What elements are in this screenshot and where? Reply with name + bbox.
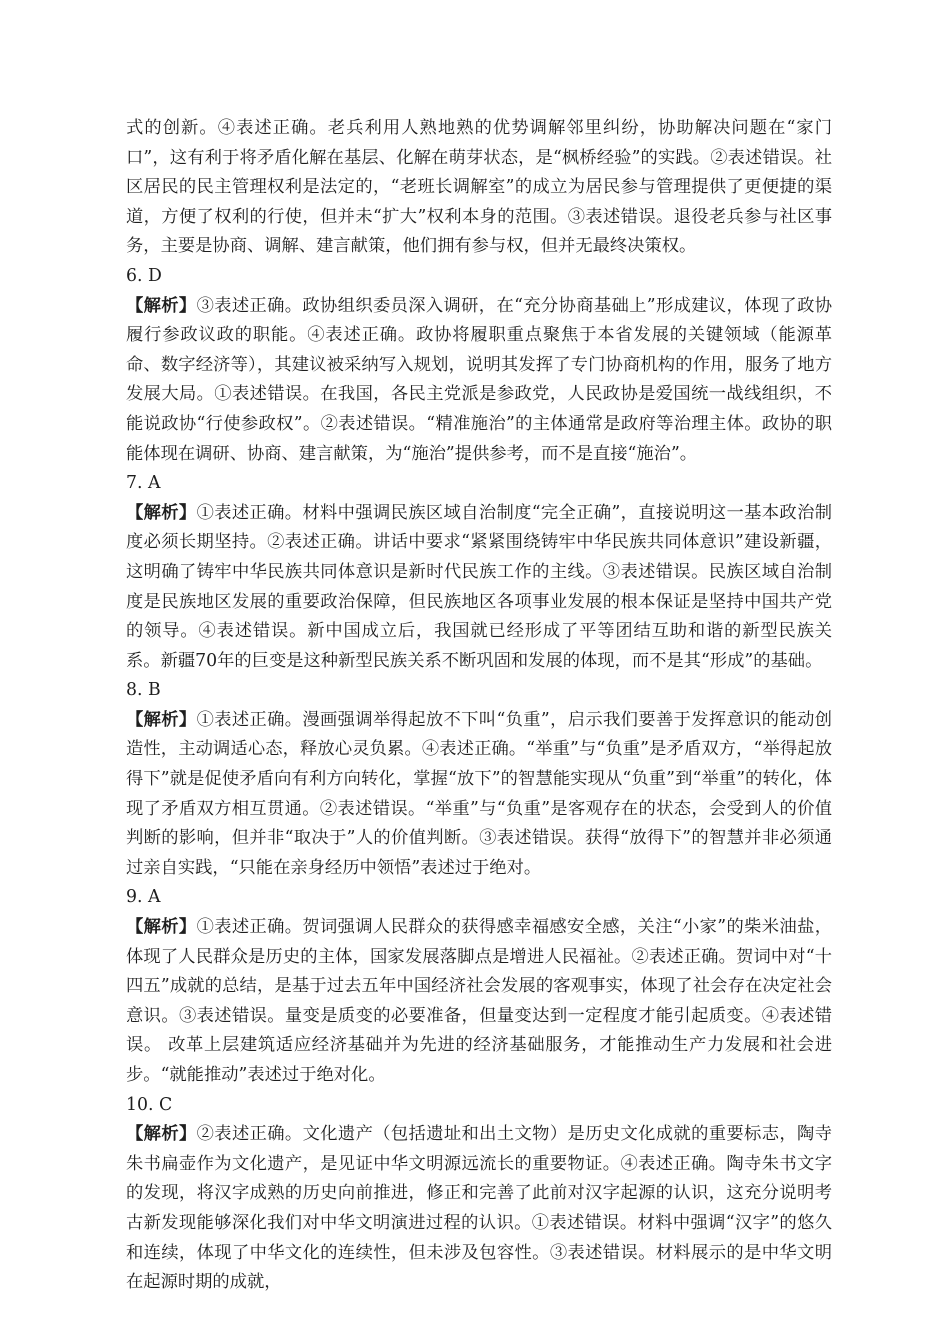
analysis-tag: 【解析】 [126,1124,197,1145]
answer-6: 6. D [126,265,162,286]
analysis-tag: 【解析】 [126,709,197,730]
answer-7: 7. A [126,473,161,494]
analysis-10 [126,1120,832,1298]
analysis-tag: 【解析】 [126,502,197,523]
analysis-7-text: ①表述正确。材料中强调民族区域自治制度“完全正确”，直接说明这一基本政治制度必须长期坚持。②表述正确。讲话中要求“紧紧围绕铸牢中华民族共同体意识”建设新疆，这明确了铸牢中华民族共同体意识是新时代民族工作的主线。③表述错误。民族区域自治制度是民族地区发展的重要政治保障，但民族地区各项事业发展的根本保证是坚持中国共产党的领导。④表述错误。新中国成立后，我国就已经形成了平等团结互助和谐的新型民族关系。新疆70年的巨变是这种新型民族关系不断巩固和发展的体现，而不是其“形成”的基础。 [126,502,832,671]
analysis-tag: 【解析】 [126,295,197,316]
answer-9: 9. A [126,887,161,908]
analysis-10-text: ②表述正确。文化遗产（包括遗址和出土文物）是历史文化成就的重要标志，陶寺朱书扁壶作为文化遗产，是见证中华文明源远流长的重要物证。④表述正确。陶寺朱书文字的发现，将汉字成熟的历史向前推进，修正和完善了此前对汉字起源的认识，这充分说明考古新发现能够深化我们对中华文明演进过程的认识。①表述错误。材料中强调“汉字”的悠久和连续，体现了中华文化的连续性，但未涉及包容性。③表述错误。材料展示的是中华文明在起源时期的成就， [126,1124,832,1293]
analysis-tag: 【解析】 [126,917,197,938]
analysis-6 [126,292,832,470]
continuation-paragraph: 式的创新。④表述正确。老兵利用人熟地熟的优势调解邻里纠纷，协助解决问题在“家门口”，这有利于将矛盾化解在基层、化解在萌芽状态，是“枫桥经验”的实践。②表述错误。社区居民的民主管理权利是法定的，“老班长调解室”的成立为居民参与管理提供了更便捷的渠道，方便了权利的行使，但并未“扩大”权利本身的范围。③表述错误。退役老兵参与社区事务，主要是协商、调解、建言献策，他们拥有参与权，但并无最终决策权。 [126,118,832,257]
analysis-7 [126,499,832,677]
analysis-6-text: ③表述正确。政协组织委员深入调研，在“充分协商基础上”形成建议，体现了政协履行参政议政的职能。④表述正确。政协将履职重点聚焦于本省发展的关键领域（能源革命、数字经济等），其建议被采纳写入规划，说明其发挥了专门协商机构的作用，服务了地方发展大局。①表述错误。在我国，各民主党派是参政党，人民政协是爱国统一战线组织，不能说政协“行使参政权”。②表述错误。“精准施治”的主体通常是政府等治理主体。政协的职能体现在调研、协商、建言献策，为“施治”提供参考，而不是直接“施治”。 [126,295,832,464]
answer-10: 10. C [126,1094,173,1115]
analysis-9 [126,913,832,1091]
answer-8: 8. B [126,680,161,701]
analysis-8-text: ①表述正确。漫画强调举得起放不下叫“负重”，启示我们要善于发挥意识的能动创造性，主动调适心态，释放心灵负累。④表述正确。“举重”与“负重”是矛盾双方，“举得起放得下”就是促使矛盾向有利方向转化，掌握“放下”的智慧能实现从“负重”到“举重”的转化，体现了矛盾双方相互贯通。②表述错误。“举重”与“负重”是客观存在的状态，会受到人的价值判断的影响，但并非“取决于”人的价值判断。③表述错误。获得“放得下”的智慧并非必须通过亲自实践，“只能在亲身经历中领悟”表述过于绝对。 [126,709,832,878]
answer-analysis-content [126,114,832,1298]
analysis-8 [126,706,832,884]
analysis-9-text: ①表述正确。贺词强调人民群众的获得感幸福感安全感，关注“小家”的柴米油盐，体现了人民群众是历史的主体，国家发展落脚点是增进人民福祉。②表述正确。贺词中对“十四五”成就的总结，是基于过去五年中国经济社会发展的客观事实，体现了社会存在决定社会意识。③表述错误。量变是质变的必要准备，但量变达到一定程度才能引起质变。④表述错误。 改革上层建筑适应经济基础并为先进的经济基础服务，才能推动生产力发展和社会进步。“就能推动”表述过于绝对化。 [126,917,832,1085]
